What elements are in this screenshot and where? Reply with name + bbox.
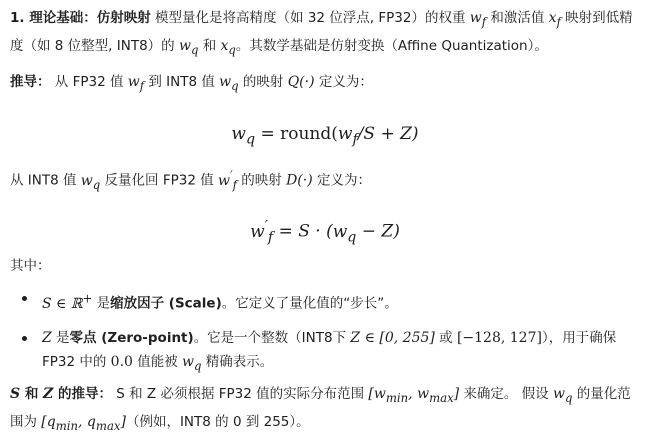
math-expr: ] (453, 386, 460, 402)
math-var: w (219, 74, 232, 90)
math-range-uint8: Z ∈ [0, 255] (350, 329, 435, 346)
math-var: w (218, 172, 230, 189)
scale-term: 缩放因子 (Scale) (110, 295, 222, 312)
math-xq (220, 37, 236, 57)
math-expr: S ∈ ℝ (42, 295, 83, 312)
math-sup: + (82, 291, 93, 305)
text-segment: 是 (51, 329, 70, 346)
formula-w (332, 221, 357, 246)
math-var: w (250, 221, 265, 242)
text-segment: 的量化范围为 (10, 386, 631, 430)
math-var: x (548, 10, 557, 26)
math-wq (182, 353, 202, 373)
text-segment: 从 INT8 值 (10, 172, 81, 189)
list-item-scale (10, 286, 640, 316)
formula-lhs (231, 124, 256, 148)
math-w-range (368, 386, 460, 405)
bold-s: S (10, 386, 21, 402)
math-func-d: D(·) (286, 172, 313, 189)
math-expr: [q (41, 413, 56, 430)
text-segment: 。它定义了量化值的“步长”。 (221, 295, 398, 312)
math-range-int8: [−128, 127] (456, 329, 542, 346)
formula-w (337, 124, 358, 148)
math-q-range (41, 413, 126, 433)
text-segment: 。它是一个整数（INT8下 (193, 329, 351, 346)
math-sub: q (245, 131, 256, 148)
math-sub: f (267, 229, 274, 246)
math-sub: q (194, 358, 202, 373)
math-var: w (80, 172, 93, 189)
text-segment: 定义为： (312, 172, 371, 189)
math-var: w (469, 10, 482, 26)
math-var: w (337, 124, 353, 144)
math-var: w (182, 353, 195, 370)
text-segment: 是 (92, 295, 111, 312)
math-sub: f (139, 78, 145, 93)
text-segment: 来确定。 假设 (459, 386, 553, 402)
math-sub: max (429, 390, 454, 405)
math-var: w (127, 74, 140, 90)
math-expr: , q (78, 413, 96, 430)
math-wf (469, 10, 487, 29)
math-var: w (332, 221, 348, 242)
math-xf (548, 10, 561, 29)
text-segment: 映射到低精度（如 8 位整型, INT8）的 (10, 10, 633, 54)
text-segment: 值能被 (132, 353, 183, 370)
text-segment: 的映射 (238, 74, 288, 90)
math-wq (552, 386, 573, 405)
text-segment: 和 (198, 37, 221, 54)
math-sub: min (55, 418, 79, 433)
math-var: w (231, 124, 246, 144)
zero-point-term: 零点 (Zero-point) (69, 329, 194, 346)
math-var: w (178, 37, 191, 54)
math-expr: , w (408, 386, 430, 402)
math-sup: ′ (229, 168, 233, 182)
text-segment: 和激活值 (486, 10, 549, 26)
text-segment: ），用于确保 FP32 中的 (42, 329, 617, 370)
text-segment: 模型量化是将高精度（如 32 位浮点, FP32）的权重 (150, 10, 470, 26)
sz-derivation-paragraph (10, 382, 640, 438)
math-sub: f (556, 14, 561, 29)
section-number: 1. 理论基础： (10, 10, 97, 26)
derivation-label: 推导： (10, 74, 51, 90)
text-segment: 的推导： (53, 386, 112, 402)
math-sub: q (564, 390, 573, 405)
text-segment: （例如，INT8 的 0 到 255）。 (125, 413, 310, 430)
formula-lhs (250, 218, 274, 246)
formula-rest: − Z) (356, 221, 400, 242)
math-sub: q (347, 229, 357, 246)
quantization-formula (0, 122, 650, 151)
math-expr: ] (120, 413, 126, 430)
math-scale (42, 291, 93, 312)
text-segment: 定义为： (314, 74, 373, 90)
text-segment: S 和 Z 必须根据 FP32 值的实际分布范围 (111, 386, 369, 402)
math-wq (80, 172, 101, 192)
math-wq (178, 37, 199, 57)
math-sub: f (232, 177, 237, 192)
dequantization-formula (0, 214, 650, 249)
math-sub: q (228, 42, 236, 57)
bold-z: Z (43, 386, 54, 402)
math-func-q: Q(·) (287, 74, 315, 90)
section-theory-paragraph (10, 6, 640, 62)
bullet-icon (22, 336, 27, 341)
derivation-paragraph (10, 70, 640, 98)
formula-eq: = round( (255, 124, 338, 144)
definitions-list (10, 286, 640, 387)
math-var: x (220, 37, 229, 54)
formula-rest: /S + Z) (357, 124, 419, 144)
text-segment: 到 INT8 值 (144, 74, 220, 90)
math-sub: q (92, 177, 101, 192)
dequant-paragraph (10, 163, 640, 196)
text-segment: 或 (434, 329, 457, 346)
text-segment: 反量化回 FP32 值 (100, 172, 218, 189)
math-z: Z (42, 329, 52, 346)
math-sub: q (190, 42, 199, 57)
math-wq (219, 74, 239, 93)
text-segment: 精确表示。 (201, 353, 274, 370)
math-expr: [w (368, 386, 386, 402)
text-segment: 从 FP32 值 (50, 74, 128, 90)
math-wf-prime (218, 168, 237, 192)
text-segment: 的映射 (236, 172, 287, 189)
text-segment: 。其数学基础是仿射变换（Affine Quantization）。 (235, 37, 548, 54)
text-segment: 和 (20, 386, 44, 402)
math-var: w (552, 386, 565, 402)
math-sub: q (231, 78, 239, 93)
math-sub: min (385, 390, 409, 405)
formula-eq: = S · ( (273, 221, 333, 242)
bullet-icon (22, 296, 27, 301)
math-zero: 0.0 (110, 353, 133, 370)
affine-mapping-term: 仿射映射 (96, 10, 151, 26)
math-sup: ′ (264, 218, 268, 234)
math-sub: f (352, 131, 358, 148)
math-sub: f (481, 14, 487, 29)
list-item-zero-point (10, 326, 640, 378)
math-wf (127, 74, 145, 93)
math-sub: max (95, 418, 121, 433)
where-label: 其中： (10, 258, 51, 274)
